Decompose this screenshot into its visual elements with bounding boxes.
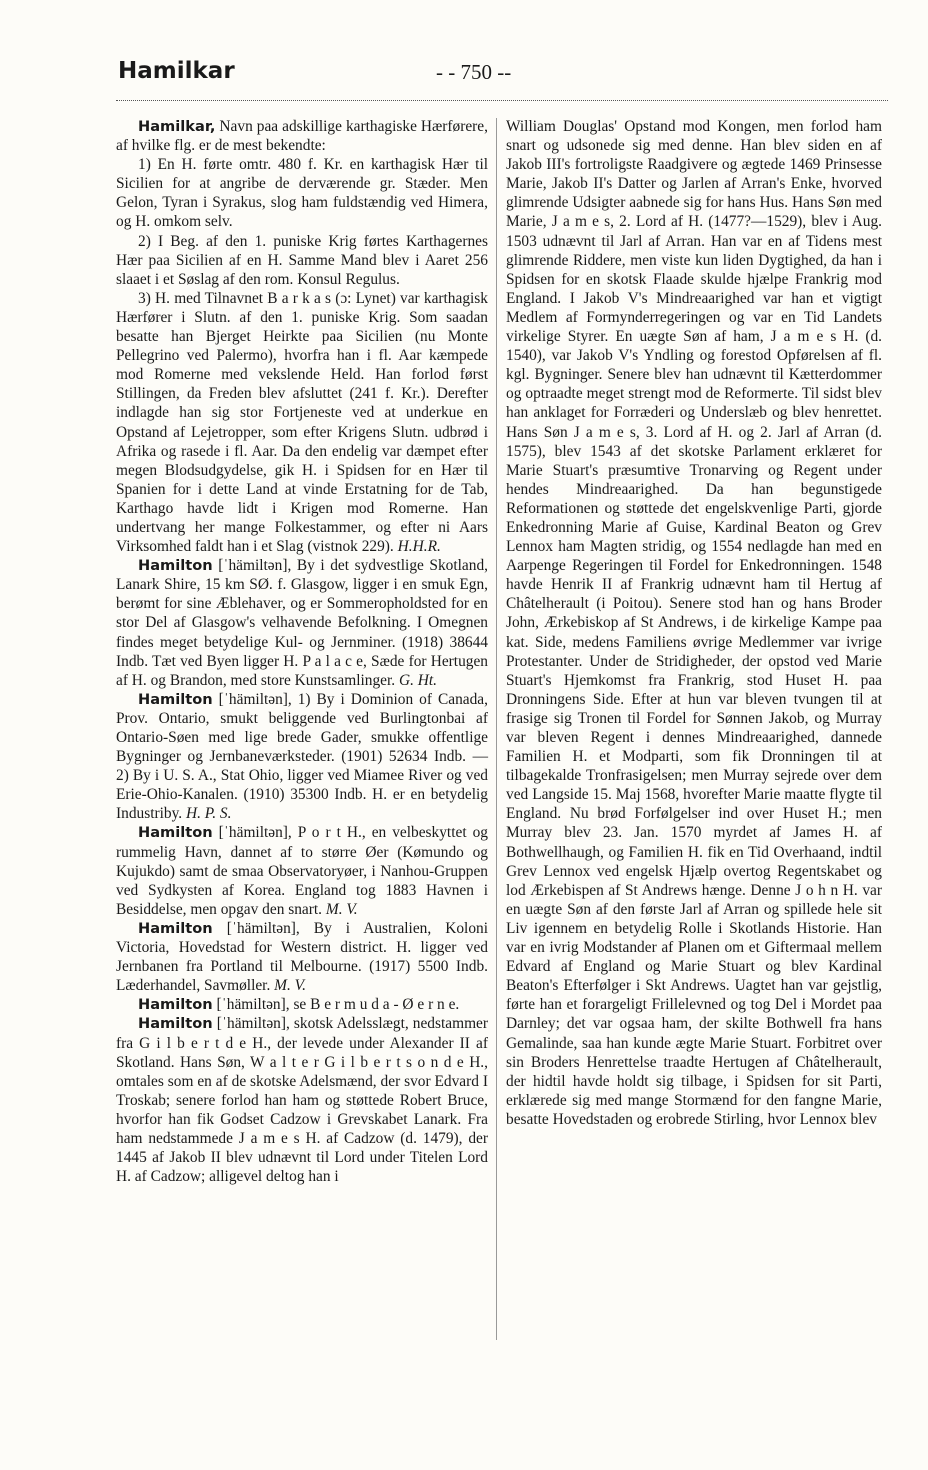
entry-text: [ˈhämiltən], P o r t H., en velbeskyttet og rummelig Havn, dannet af to større Øer (Kømundo og Kujukdo) samt de smaa Observatoryøer, i Nanhou-Gruppen ved Sydkysten af Korea. England tog 1883 Havnen i Besiddelse, men opgav den snart. [116, 824, 488, 918]
headword: Hamilton [138, 1015, 213, 1033]
headword: Hamilton [138, 557, 213, 575]
running-head: Hamilkar [118, 58, 235, 84]
entry-text: [ˈhämiltən], By i det sydvestlige Skotland, Lanark Shire, 15 km SØ. f. Glasgow, ligger i en smuk Egn, berømt for sine Æblehaver, og er Sommeropholdsted for en stor Del af Glasgow's velhavende Befolkning. I Omegnen findes meget betydelige Kul- og Jernminer. (1918) 38644 Indb. Tæt ved Byen ligger H. P a l a c e, Sæde for Hertugen af H. og Brandon, med store Kunstsamlinger. [116, 557, 488, 689]
headword: Hamilton [138, 690, 213, 708]
entry-port-hamilton [116, 823, 488, 918]
author-signature: H. P. S. [185, 805, 232, 823]
header-rule [116, 100, 888, 101]
entry-hamilkar [116, 117, 488, 155]
author-signature: M. V. [325, 900, 358, 918]
entry-hamilton-canada [116, 690, 488, 824]
entry-text: 2) I Beg. af den 1. puniske Krig førtes Karthagernes Hær paa Sicilien af en H. Samme Mand blev i Aaret 256 slaaet i et Søslag af den rom. Konsul Regulus. [116, 232, 488, 288]
author-signature: M. V. [274, 977, 306, 995]
entry-text: [ˈhämiltən], 1) By i Dominion of Canada, Prov. Ontario, smukt beliggende ved Burlingtonbai af Ontario-Søen med lige brede Gader, smukke offentlige Bygninger og Jernbaneværksteder. (1901) 52634 Indb. — 2) By i U. S. A., Stat Ohio, ligger ved Miamee River og ved Erie-Ohio-Kanalen. (1910) 35300 Indb. H. er en betydelig Industriby. [116, 690, 488, 823]
right-column [506, 117, 882, 1129]
entry-text: William Douglas' Opstand mod Kongen, men forlod ham snart og udsonede sig med denne. Han blev siden en af Jakob III's fortroligste Raadgivere og ægtede 1469 Prinsesse Marie, Jakob II's Datter og Jarlen af Arran's Enke, hvorved glimrende Udsigter aabnede sig for hans Hus. Hans Søn med Marie, J a m e s, 2. Lord af H. (1477?—1529), blev i Aug. 1503 udnævnt til Jarl af Arran. Han var en af Tidens mest glimrende Riddere, men viste kun liden Dygtighed, da han i Spidsen for en skotsk Flaade skulde hjælpe Frankrig mod England. I Jakob V's Mindreaarighed var han et vigtigt Medlem af Formynderregeringen og var en Tid Landets virkelige Styrer. En uægte Søn af ham, J a m e s H. (d. 1540), var Jakob V's Yndling og forestod Opførelsen af fl. kgl. Bygninger. Senere blev han udnævnt til Kætterdommer og optraadte meget strengt mod de Reformerte. Til sidst blev han anklaget for Forræderi og Underslæb og blev henrettet. Hans Søn J a m e s, 3. Lord af H. og 2. Jarl af Arran (d. 1575), blev 1543 af det skotske Parlament erklæret for Marie Stuart's præsumtive Tronarving og Regent under hendes Mindreaarighed. Da han begunstigede Reformationen og støttede det engelskvenlige Parti, gjorde Enkedronning Marie af Guise, Kardinal Beaton og Grev Lennox ham Magten stridig, og 1554 nedlagde han med en Aarpenge Regeringen til Fordel for Enkedronningen. 1548 havde Henrik II af Frankrig udnævnt ham til Hertug af Châtelherault (i Poitou). Senere stod han og hans Broder John, Ærkebiskop af St Andrews, i de kirkelige Kampe paa kat. Side, medens Familiens øvrige Medlemmer var ivrige Protestanter. Under de Stridigheder, der opstod ved Marie Stuart's Hjemkomst fra Frankrig, stod Huset H. paa Dronningens Side. Efter at hun var bleven tvungen til at frasige sig Tronen til Fordel for Sønnen Jakob, og Murray var bleven Regent i dennes Mindreaarighed, dannede Familien H. et Modparti, som fik Dronningen til at tilbagekalde Tronfrasigelsen; men Murray sejrede over dem ved Langside 15. Maj 1568, hvorefter Marie maatte flygte til England. Nu brød Forfølgelser ind over Huset H.; men Murray blev 23. Jan. 1570 myrdet af James H. af Bothwellhaugh, og Familien H. fik en Tid Overhaand, indtil Grev Lennox ved engelsk Hjælp overtog Regentskabet og lod Ærkebispen af St Andrews hænge. Denne J o h n H. var en uægte Søn af den første Jarl af Arran og spillede hele sit Liv igennem en betydelig Rolle i Skotlands Historie. Han var en ivrig Modstander af Planen om et Giftermaal mellem Edvard af England og Marie Stuart og blev Kardinal Beaton's Efterfølger i Skt Andrews. Uagtet han var gejstlig, førte han et forargeligt Frillelevned og tog Del i Mordet paa Darnley; det var ogsaa ham, der skilte Bothwell fra hans Gemalinde, saa han kunde ægte Marie Stuart. Forbitret over sin Broders Henrettelse traadte Hertugen af Châtelherault, der hidtil havde holdt sig tilbage, i Spidsen for sit Parti, erklærede sig med mange Stormænd for den fangne Marie, besatte Hovedstaden og erobrede Stirling, hvor Lennox blev [506, 118, 882, 1128]
headword: Hamilton [138, 919, 213, 937]
entry-hamilton-australia [116, 919, 488, 995]
page-number: - - 750 -- [436, 60, 512, 84]
entry-text: [ˈhämiltən], skotsk Adelsslægt, nedstammer fra G i l b e r t d e H., der levede under Alexander II af Skotland. Hans Søn, W a l t e r G i l b e r t s o n d e H., omtales som en af de skotske Adelsmænd, der svor Edvard I Troskab; senere forlod han ham og støttede Robert Bruce, hvorfor han fik Godset Cadzow i Grevskabet Lanark. Fra ham nedstammede J a m e s H. af Cadzow (d. 1479), der 1445 af Jakob II blev udnævnt til Lord under Titelen Lord H. af Cadzow; alligevel deltog han i [116, 1015, 488, 1186]
entry-text: Navn paa adskillige karthagiske Hærførere, af hvilke flg. er de mest bekendte: [116, 118, 488, 155]
entry-paragraph [116, 289, 488, 556]
entry-hamilton-family [116, 1014, 488, 1186]
entry-hamilton-scotland [116, 556, 488, 690]
column-divider [496, 118, 497, 1340]
entry-paragraph [116, 155, 488, 231]
headword: Hamilton [138, 996, 213, 1014]
entry-text: 1) En H. førte omtr. 480 f. Kr. en karthagisk Hær til Sicilien for at angribe de derværende gr. Stæder. Men Gelon, Tyran i Syrakus, slog ham fuldstændig ved Himera, og H. omkom selv. [116, 156, 488, 231]
left-column [116, 117, 488, 1186]
author-signature: G. Ht. [398, 671, 438, 689]
entry-paragraph [116, 232, 488, 289]
headword: Hamilkar, [138, 118, 216, 135]
headword: Hamilton [138, 824, 213, 842]
entry-hamilton-bermuda [116, 995, 488, 1014]
entry-text: 3) H. med Tilnavnet B a r k a s (ɔ: Lynet) var karthagisk Hærfører i Slutn. af den 1. puniske Krig. Som saadan besatte han Bjerget Heirkte paa Sicilien (nu Monte Pellegrino ved Palermo), hvorfra han i fl. Aar kæmpede mod Romerne med vekslende Held. Han forlod først Stillingen, da Freden blev afsluttet (241 f. Kr.). Derefter indlagde han sig stor Fortjeneste ved at underkue en Opstand af Lejetropper, som efter Krigens Slutn. udbrød i Afrika og rasede i fl. Aar. Da den endelig var dæmpet efter megen Blodsudgydelse, gik H. i Spidsen for en Hær til Spanien for i dette Land at vinde Erstatning for de Tab, Karthago havde lidt i Krigen mod Romerne. Han undertvang her mange Folkestammer, og efter ni Aars Virksomhed faldt han i et Slag (vistnok 229). [116, 289, 488, 556]
author-signature: H.H.R. [397, 538, 441, 556]
entry-text: [ˈhämiltən], By i Australien, Koloni Victoria, Hovedstad for Western district. H. ligger ved Jernbanen fra Portland til Melbourne. (1917) 5500 Indb. Læderhandel, Savmøller. [116, 919, 488, 995]
entry-text: [ˈhämiltən], se B e r m u d a - Ø e r n e. [212, 996, 460, 1014]
entry-continuation [506, 117, 882, 1129]
